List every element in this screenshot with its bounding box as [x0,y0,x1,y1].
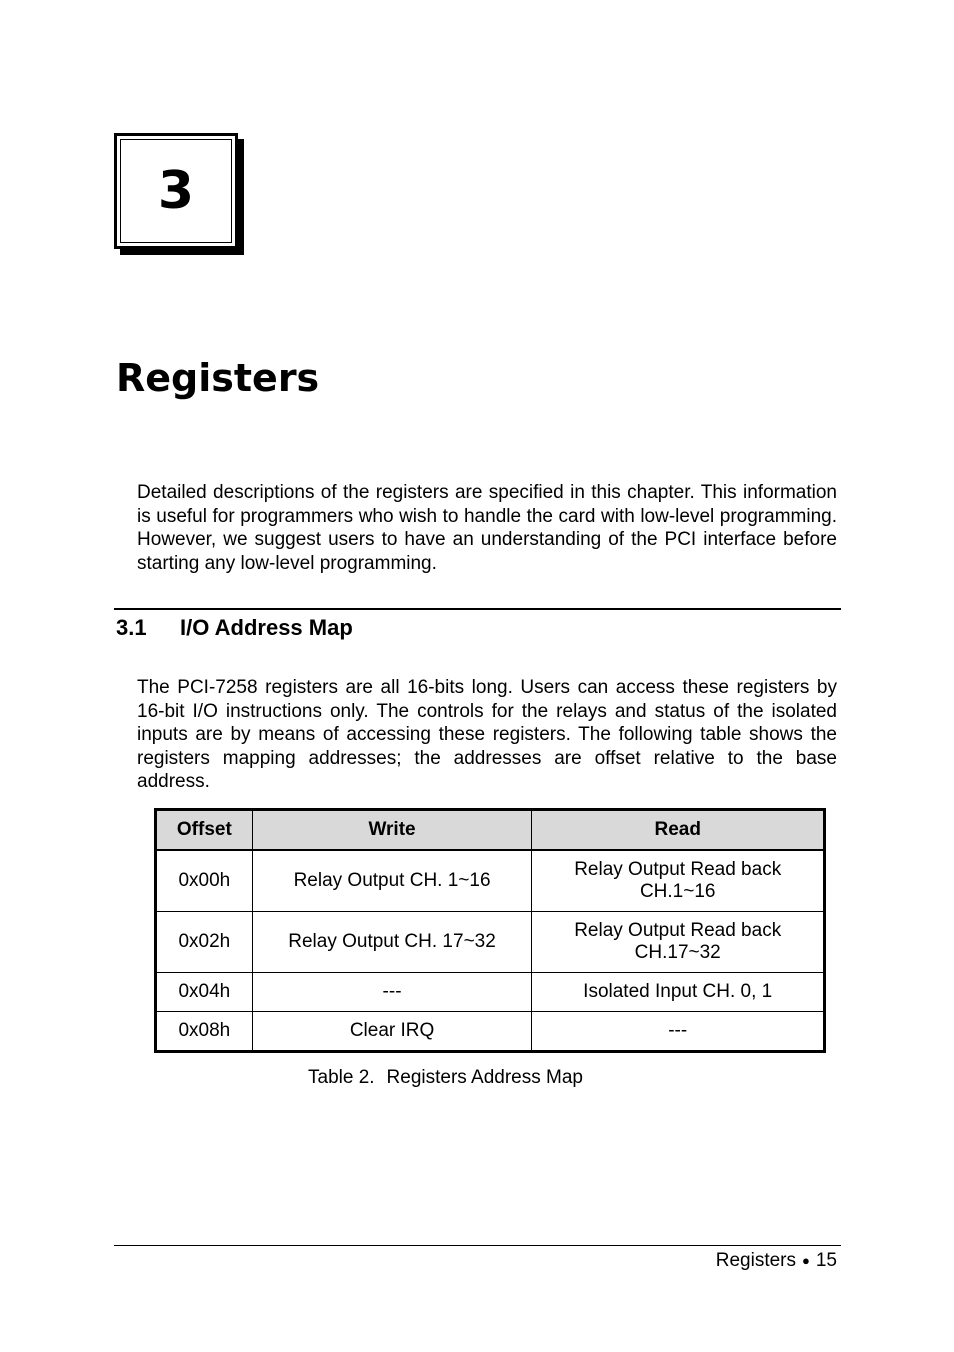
table-caption-text: Registers Address Map [386,1067,583,1088]
header-offset: Offset [156,810,253,851]
header-read: Read [532,810,825,851]
section-heading [116,613,353,643]
chapter-title: Registers [116,356,320,400]
table-row [156,1012,825,1052]
cell-read-text: Relay Output Read back CH.1~16 [574,859,782,902]
cell-read [532,912,825,973]
cell-write: Relay Output CH. 1~16 [252,850,532,912]
chapter-number-box [114,133,238,249]
cell-offset: 0x04h [156,973,253,1012]
section-number: 3.1 [116,615,147,640]
intro-paragraph: Detailed descriptions of the registers are specified in this chapter. This information is useful for programmers who wish to handle the card with low-level programming. However, we suggest users to have an understanding of the PCI interface before starting any low-level programming. [137,482,837,574]
table-caption-label: Table 2. [308,1067,375,1088]
cell-write: --- [252,973,532,1012]
header-write: Write [252,810,532,851]
cell-write: Relay Output CH. 17~32 [252,912,532,973]
cell-read: Isolated Input CH. 0, 1 [532,973,825,1012]
cell-read [532,850,825,912]
cell-offset: 0x02h [156,912,253,973]
cell-write: Clear IRQ [252,1012,532,1052]
cell-offset: 0x08h [156,1012,253,1052]
table-row [156,912,825,973]
table-row [156,973,825,1012]
register-address-table [154,808,826,1053]
section-title: I/O Address Map [180,615,353,640]
cell-read: --- [532,1012,825,1052]
chapter-number: 3 [157,161,195,221]
footer-divider [114,1245,841,1246]
cell-read-text: Relay Output Read back CH.17~32 [574,920,782,963]
section-paragraph: The PCI-7258 registers are all 16-bits long. Users can access these registers by 16-bit I/O instructions only. The controls for the relays and status of the isolated inputs are by means of accessing these registers. The following table shows the registers mapping addresses; the addresses are offset relative to the base address. [137,677,837,792]
page-number: 15 [815,1250,837,1271]
page-footer [716,1249,837,1273]
table-header-row [156,810,825,851]
table-caption [308,1066,583,1090]
bullet-icon: ● [802,1253,810,1268]
table-row [156,850,825,912]
footer-section-name: Registers [715,1250,796,1271]
section-divider [114,608,841,610]
cell-offset: 0x00h [156,850,253,912]
